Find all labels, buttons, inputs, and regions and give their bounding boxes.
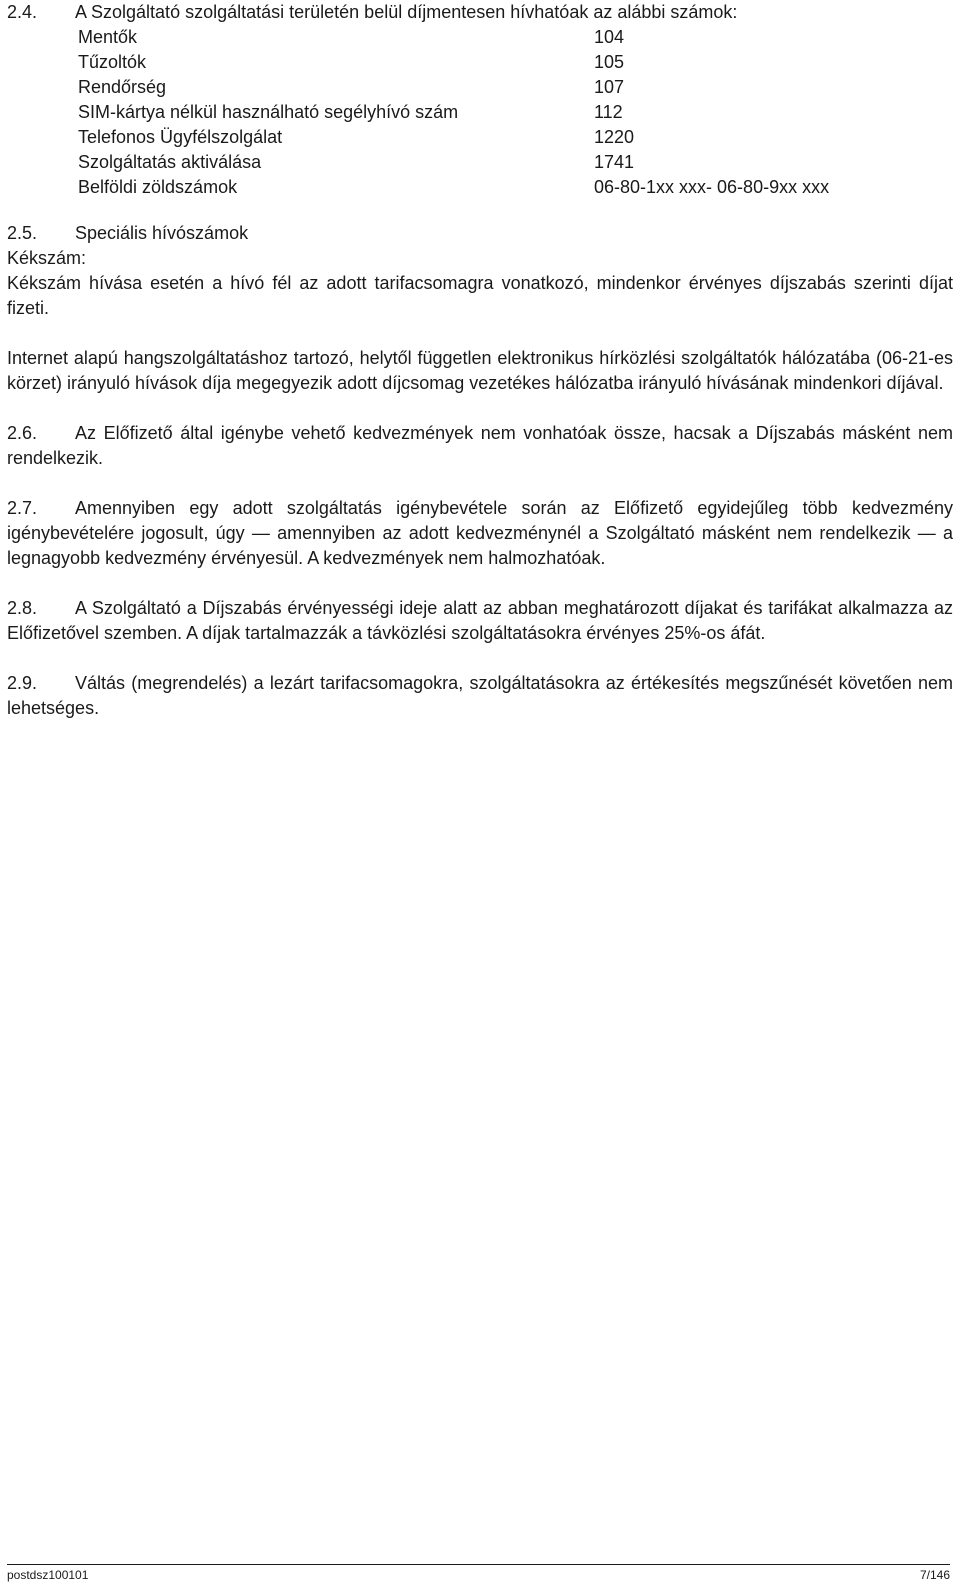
- document-id: postdsz100101: [7, 1568, 89, 1582]
- service-name: Telefonos Ügyfélszolgálat: [78, 127, 283, 147]
- service-name: SIM-kártya nélkül használható segélyhívó szám: [78, 102, 459, 122]
- service-name: Szolgáltatás aktiválása: [78, 152, 262, 172]
- service-number: 107: [594, 77, 625, 97]
- section-number: 2.6.: [7, 423, 38, 443]
- section-title: Speciális hívószámok: [75, 223, 249, 243]
- paragraph: Internet alapú hangszolgáltatáshoz tartozó, helytől független elektronikus hírközlési szolgáltatók hálózatába (06-21-es körzet) irányuló hívások díja megegyezik adott díjcsomag vezetékes hálózatba irányuló hívásának mindenkori díjával.: [7, 348, 953, 393]
- section-2-7: [7, 496, 953, 571]
- section-number: 2.7.: [7, 498, 38, 518]
- service-number: 06-80-1xx xxx- 06-80-9xx xxx: [594, 177, 830, 197]
- service-number: 112: [594, 102, 623, 122]
- free-number-row: [78, 150, 938, 175]
- section-text: Amennyiben egy adott szolgáltatás igénybevétele során az Előfizető egyidejűleg több kedvezmény igénybevételére jogosult, úgy — amennyiben az adott kedvezménynél a Szolgáltató másként nem rendelkezik — a legnagyobb kedvezmény érvényesül. A kedvezmények nem halmozhatóak.: [7, 498, 953, 568]
- service-name: Belföldi zöldszámok: [78, 177, 238, 197]
- service-number: 1741: [594, 152, 635, 172]
- section-2-4: [7, 0, 953, 200]
- service-name: Rendőrség: [78, 77, 167, 97]
- free-number-row: [78, 50, 938, 75]
- section-subtitle: Kékszám:: [7, 248, 87, 268]
- document-page: [7, 0, 953, 721]
- section-number: 2.9.: [7, 673, 38, 693]
- section-2-5: [7, 221, 953, 396]
- service-number: 105: [594, 52, 625, 72]
- page-footer: [7, 1564, 950, 1583]
- free-number-row: [78, 75, 938, 100]
- section-number: 2.4.: [7, 2, 38, 22]
- section-2-5-heading: [7, 221, 953, 246]
- free-number-row: [78, 125, 938, 150]
- section-text: A Szolgáltató a Díjszabás érvényességi ideje alatt az abban meghatározott díjakat és tarifákat alkalmazza az Előfizetővel szemben. A díjak tartalmazzák a távközlési szolgáltatásokra érvényes 25%-os áfát.: [7, 598, 953, 643]
- section-2-6: [7, 421, 953, 471]
- free-number-row: [78, 100, 938, 125]
- free-number-row: [78, 175, 938, 200]
- service-name: Tűzoltók: [78, 52, 147, 72]
- service-number: 104: [594, 27, 625, 47]
- free-number-row: [78, 25, 938, 50]
- section-text: Az Előfizető által igénybe vehető kedvezmények nem vonhatóak össze, hacsak a Díjszabás másként nem rendelkezik.: [7, 423, 953, 468]
- section-text: Váltás (megrendelés) a lezárt tarifacsomagokra, szolgáltatásokra az értékesítés megszűnését követően nem lehetséges.: [7, 673, 953, 718]
- section-2-4-intro: [7, 0, 953, 25]
- section-number: 2.8.: [7, 598, 38, 618]
- section-2-9: [7, 671, 953, 721]
- free-numbers-list: [78, 25, 938, 200]
- page-number: 7/146: [919, 1568, 950, 1582]
- paragraph: Kékszám hívása esetén a hívó fél az adott tarifacsomagra vonatkozó, mindenkor érvényes díjszabás szerinti díjat fizeti.: [7, 273, 953, 318]
- service-name: Mentők: [78, 27, 138, 47]
- service-number: 1220: [594, 127, 635, 147]
- section-text: A Szolgáltató szolgáltatási területén belül díjmentesen hívhatóak az alábbi számok:: [75, 2, 738, 22]
- section-number: 2.5.: [7, 223, 38, 243]
- section-2-8: [7, 596, 953, 646]
